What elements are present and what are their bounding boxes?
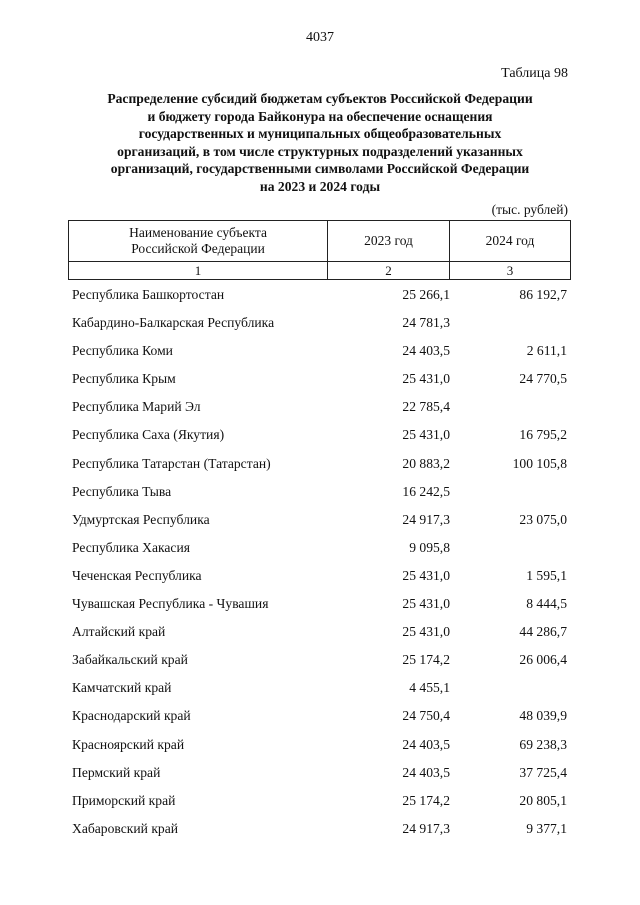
value-2023: 24 403,5: [402, 764, 450, 780]
table-row: [68, 675, 571, 703]
table-row: [68, 788, 571, 816]
value-2023: 24 403,5: [402, 736, 450, 752]
table-row: [68, 507, 571, 535]
table-header: [68, 220, 571, 280]
value-2023: 20 883,2: [402, 455, 450, 471]
table-body: [68, 282, 571, 844]
header-name-line2: Российской Федерации: [131, 241, 265, 256]
value-2023: 25 431,0: [402, 371, 450, 387]
region-name: Республика Крым: [72, 371, 176, 387]
region-name: Кабардино-Балкарская Республика: [72, 315, 275, 331]
value-2023: 24 781,3: [402, 315, 450, 331]
value-2024: 37 725,4: [519, 764, 567, 780]
value-2023: 24 917,3: [402, 511, 450, 527]
table-row: [68, 647, 571, 675]
value-2024: 8 444,5: [526, 596, 567, 612]
value-2024: 26 006,4: [519, 652, 567, 668]
value-2024: 24 770,5: [519, 371, 567, 387]
title-line: государственных и муниципальных общеобразовательных: [138, 126, 502, 141]
header-name-line1: Наименование субъекта: [129, 225, 267, 240]
table-row: [68, 563, 571, 591]
value-2023: 25 174,2: [402, 652, 450, 668]
region-name: Республика Марий Эл: [72, 399, 201, 415]
title-line: организаций, государственными символами Российской Федерации: [110, 161, 530, 176]
value-2023: 25 431,0: [402, 427, 450, 443]
table-row: [68, 535, 571, 563]
value-2023: 4 455,1: [409, 680, 450, 696]
region-name: Камчатский край: [72, 680, 172, 696]
title-line: организаций, в том числе структурных подразделений указанных: [117, 143, 523, 159]
value-2024: 9 377,1: [526, 820, 567, 836]
value-2024: 1 595,1: [526, 567, 567, 583]
region-name: Республика Татарстан (Татарстан): [72, 455, 271, 471]
table-row: [68, 366, 571, 394]
header-name-cell: [69, 221, 328, 262]
region-name: Пермский край: [72, 764, 161, 780]
region-name: Республика Коми: [72, 343, 173, 359]
page-number: 4037: [306, 30, 334, 45]
table-row: [68, 760, 571, 788]
value-2023: 25 174,2: [402, 792, 450, 808]
value-2023: 25 431,0: [402, 624, 450, 640]
value-2023: 22 785,4: [402, 399, 450, 415]
region-name: Красноярский край: [72, 736, 185, 752]
value-2024: 86 192,7: [519, 287, 567, 302]
header-col-number-3: 3: [450, 262, 571, 280]
value-2023: 25 431,0: [402, 596, 450, 612]
table-row: [68, 422, 571, 450]
table-row: [68, 394, 571, 422]
region-name: Приморский край: [72, 792, 176, 808]
value-2024: 100 105,8: [512, 455, 567, 471]
table-row: [68, 310, 571, 338]
region-name: Республика Хакасия: [72, 539, 190, 555]
value-2024: 2 611,1: [526, 343, 567, 359]
units-label: (тыс. рублей): [491, 202, 568, 217]
title-line: на 2023 и 2024 годы: [259, 178, 381, 194]
header-col-number-2: 2: [328, 262, 450, 280]
value-2023: 16 242,5: [402, 483, 450, 499]
region-name: Краснодарский край: [72, 708, 191, 724]
table-title: [70, 90, 570, 195]
value-2024: 69 238,3: [519, 736, 567, 752]
region-name: Удмуртская Республика: [72, 511, 210, 527]
region-name: Чувашская Республика - Чувашия: [72, 596, 269, 612]
table-label: Таблица 98: [501, 66, 568, 81]
table-row: [68, 451, 571, 479]
value-2023: 9 095,8: [409, 539, 450, 555]
value-2023: 24 750,4: [402, 708, 450, 724]
table-row: [68, 703, 571, 731]
region-name: Чеченская Республика: [72, 567, 202, 583]
value-2023: 24 917,3: [402, 820, 450, 836]
value-2024: 16 795,2: [519, 427, 567, 443]
table-row: [68, 338, 571, 366]
table-row: [68, 619, 571, 647]
title-line: Распределение субсидий бюджетам субъектов Российской Федерации: [107, 91, 533, 106]
table-row: [68, 591, 571, 619]
header-year-2023: 2023 год: [328, 221, 450, 262]
region-name: Республика Башкортостан: [72, 287, 225, 302]
value-2024: 48 039,9: [519, 708, 567, 724]
table-row: [68, 732, 571, 760]
value-2023: 25 431,0: [402, 567, 450, 583]
region-name: Республика Саха (Якутия): [72, 427, 225, 443]
region-name: Республика Тыва: [72, 483, 172, 499]
header-col-number-1: 1: [69, 262, 328, 280]
region-name: Хабаровский край: [72, 820, 179, 836]
region-name: Забайкальский край: [72, 652, 188, 668]
region-name: Алтайский край: [72, 624, 166, 640]
value-2024: 44 286,7: [519, 624, 567, 640]
value-2024: 20 805,1: [519, 792, 567, 808]
value-2023: 24 403,5: [402, 343, 450, 359]
table-row: [68, 282, 571, 310]
value-2024: 23 075,0: [519, 511, 567, 527]
table-row: [68, 816, 571, 844]
title-line: и бюджету города Байконура на обеспечение оснащения: [147, 108, 493, 124]
value-2023: 25 266,1: [402, 287, 450, 302]
table-row: [68, 479, 571, 507]
header-year-2024: 2024 год: [450, 221, 571, 262]
